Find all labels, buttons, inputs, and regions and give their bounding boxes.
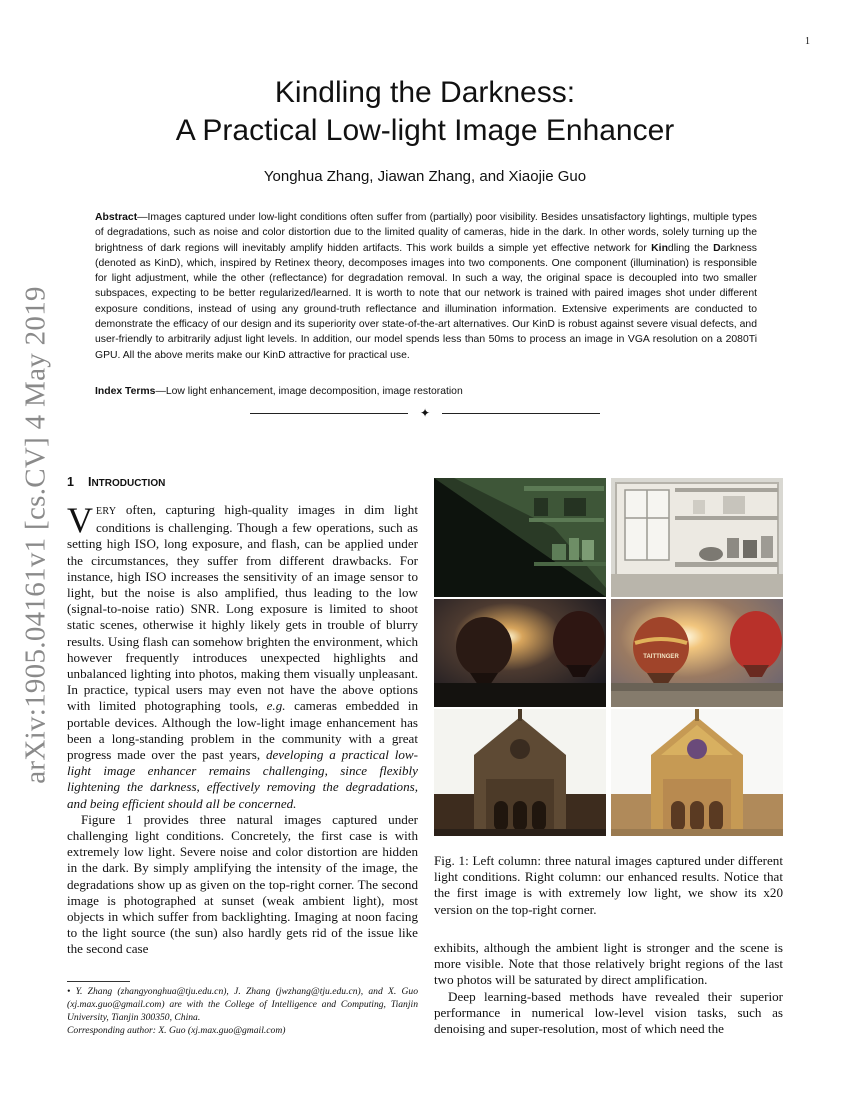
intro-p1-text-2: cameras embedded in portable devices. Although the low-light image enhancement has been a long-standing problem in the community with a great progress made over the past years, [67,698,419,763]
right-column [434,940,783,1037]
index-terms-label: Index Terms [95,386,156,397]
footnote-corresponding: Corresponding author: X. Guo (xj.max.guo@gmail.com) [67,1024,286,1036]
title-line-1: Kindling the Darkness: [274,76,576,109]
kitchen-enhanced-image [611,478,783,597]
intro-eg: e.g. [266,698,286,714]
intro-p1-italic: developing a practical low-light image enhancer remains challenging, since flexibly lightening the darkness, effectively removing the degradations, and being efficient should all be concerned. [67,747,418,811]
section-title-rest: NTRODUCTION [91,478,166,489]
intro-smallcaps: ERY [96,506,117,517]
intro-paragraph-1 [67,502,418,812]
divider-diamond-icon: ✦ [419,406,431,420]
left-column [67,502,418,958]
church-noon-image [434,709,606,836]
paper-title [0,74,850,150]
church-enhanced-image [611,709,783,836]
section-heading [67,475,165,489]
balloons-sunset-image [434,599,606,707]
footnote-rule [67,981,130,982]
figure-1 [434,478,783,836]
figure-caption: Fig. 1: Left column: three natural images captured under different light conditions. Right column: our enhanced results. Notice that the first image is with extremely low light, we show its x20 version on the top-right corner. [434,853,783,917]
abstract-text-1: —Images captured under low-light conditions often suffer from (partially) poor visibility. Besides unsatisfactory lightings, multiple types of degradations, such as noise and color distortion due to the limited quality of cameras, hide in the dark. In other words, solely turning up the brightness of dark regions will inevitably amplify hidden artifacts. This work builds a simple yet effective network for [95,212,757,254]
author-list: Yonghua Zhang, Jiawan Zhang, and Xiaojie Guo [263,168,587,185]
abstract [95,210,757,363]
arxiv-identifier: arXiv:1905.04161v1 [cs.CV] 4 May 2019 [19,286,52,784]
drop-cap: V [67,500,93,540]
abstract-kin: Kin [651,242,668,254]
abstract-text-2: dling the [667,242,714,254]
right-paragraph-1: exhibits, although the ambient light is stronger and the scene is more visible. Note that those relatively bright regions of the last two photos will be saturated by direct amplification. [434,940,783,988]
intro-p1-text: often, capturing high-quality images in dim light conditions is challenging. Though a few operations, such as setting high ISO, long exposure, and flash, can be applied under the circumstances, they suffer from different drawbacks. For instance, high ISO increases the sensitivity of an image sensor to light, but the noise is also amplified, thus leading to the low (signal-to-noise ratio) SNR. Long exposure is limited to shoot static scenes, otherwise it highly likely gets in trouble of blurry results. Using flash can somehow brighten the environment, which however frequently introduces unexpected highlights and unbalanced lighting into photos, making them visually unpleasant. In practice, typical users may even not have the above options with limited photographing tools, [67,502,418,714]
divider-line-right [442,413,600,414]
arxiv-sidebar [16,286,56,784]
section-divider [250,406,600,420]
kitchen-low-light-image [434,478,606,597]
page-number: 1 [805,36,810,47]
balloon-brand-text: TAITTINGER [643,654,679,660]
right-paragraph-2: Deep learning-based methods have revealed their superior performance in numerical low-level vision tasks, such as denoising and super-resolution, most of which need the [434,988,783,1037]
section-title-first: I [87,475,92,489]
balloons-enhanced-image [611,599,783,707]
index-terms [95,384,757,399]
abstract-label: Abstract [95,212,138,223]
abstract-d: D [713,242,721,254]
intro-paragraph-2: Figure 1 provides three natural images captured under challenging light conditions. Concretely, the first case is with extremely low light. Severe noise and color distortion are hidden in the dark. By simply amplifying the intensity of the image, the degradations show up as given on the top-right corner. The second image is photographed at sunset (weak ambient light), most objects in which suffer from backlighting. Imaging at noon facing to the light source (the sun) also hardly gets rid of the issue like the second case [67,811,418,957]
divider-line-left [250,413,408,414]
section-number: 1 [67,475,74,489]
footnote-affiliation: • Y. Zhang (zhangyonghua@tju.edu.cn), J. Zhang (jwzhang@tju.edu.cn), and X. Guo (xj.max.guo@gmail.com) are with the College of Intelligence and Computing, Tianjin University, Tianjin 300350, China. [67,986,418,1023]
footnote [67,986,418,1038]
index-terms-text: —Low light enhancement, image decomposition, image restoration [155,386,463,397]
abstract-text-3: arkness (denoted as KinD), which, inspired by Retinex theory, decomposes images into two components. One component (illumination) is responsible for light adjustment, while the other (reflectance) for degradation removal. In such a way, the original space is decoupled into two smaller subspaces, expecting to be better regularized/learned. It is worth to note that our network is trained with paired images shot under different exposure conditions, instead of using any ground-truth reflectance and illumination information. Extensive experiments are conducted to demonstrate the efficacy of our design and its superiority over state-of-the-art alternatives. Our KinD is robust against severe visual defects, and user-friendly to arbitrarily adjust light levels. In addition, our model spends less than 50ms to process an image in VGA resolution on a 2080Ti GPU. All the above merits make our KinD attractive for practical use. [95,242,757,361]
title-line-2: A Practical Low-light Image Enhancer [175,114,675,147]
